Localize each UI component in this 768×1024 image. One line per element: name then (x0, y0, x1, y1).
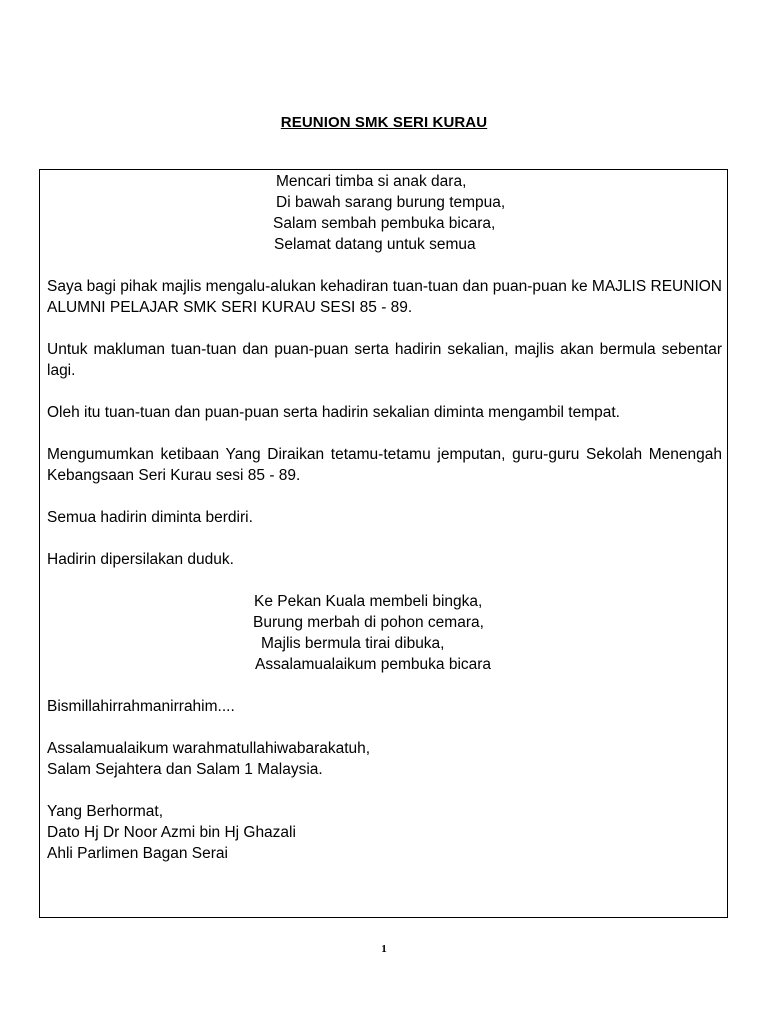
pantun-line: Ke Pekan Kuala membeli bingka, (254, 593, 483, 610)
honorific-line: Dato Hj Dr Noor Azmi bin Hj Ghazali (47, 824, 296, 841)
arrival-paragraph: Mengumumkan ketibaan Yang Diraikan tetamu-tetamu jemputan, guru-guru Sekolah Menengah Kebangsaan Seri Kurau sesi 85 - 89. (47, 446, 722, 484)
pantun-line: Mencari timba si anak dara, (276, 173, 467, 190)
document-title: REUNION SMK SERI KURAU (280, 114, 488, 131)
pantun-line: Di bawah sarang burung tempua, (276, 194, 506, 211)
pantun-line: Salam sembah pembuka bicara, (273, 215, 496, 232)
honorific-line: Yang Berhormat, (47, 803, 164, 820)
page-number: 1 (381, 943, 387, 955)
seating-paragraph: Oleh itu tuan-tuan dan puan-puan serta hadirin sekalian diminta mengambil tempat. (47, 404, 620, 421)
document-body (47, 171, 722, 864)
pantun-line: Burung merbah di pohon cemara, (253, 614, 484, 631)
pantun-line: Assalamualaikum pembuka bicara (255, 656, 492, 673)
welcome-paragraph: Saya bagi pihak majlis mengalu-alukan kehadiran tuan-tuan dan puan-puan ke MAJLIS REUNION ALUMNI PELAJAR SMK SERI KURAU SESI 85 - 89. (47, 278, 722, 316)
closing-pantun (47, 591, 722, 675)
stand-paragraph: Semua hadirin diminta berdiri. (47, 509, 253, 526)
sit-paragraph: Hadirin dipersilakan duduk. (47, 551, 234, 568)
pantun-line: Selamat datang untuk semua (274, 236, 476, 253)
pantun-line: Majlis bermula tirai dibuka, (261, 635, 445, 652)
greeting-line: Salam Sejahtera dan Salam 1 Malaysia. (47, 761, 323, 778)
honorific-line: Ahli Parlimen Bagan Serai (47, 845, 228, 862)
greeting-line: Assalamualaikum warahmatullahiwabarakatuh, (47, 740, 371, 757)
bismillah-line: Bismillahirrahmanirrahim.... (47, 698, 235, 715)
opening-pantun (47, 171, 722, 255)
info-paragraph: Untuk makluman tuan-tuan dan puan-puan serta hadirin sekalian, majlis akan bermula sebentar lagi. (47, 341, 722, 379)
